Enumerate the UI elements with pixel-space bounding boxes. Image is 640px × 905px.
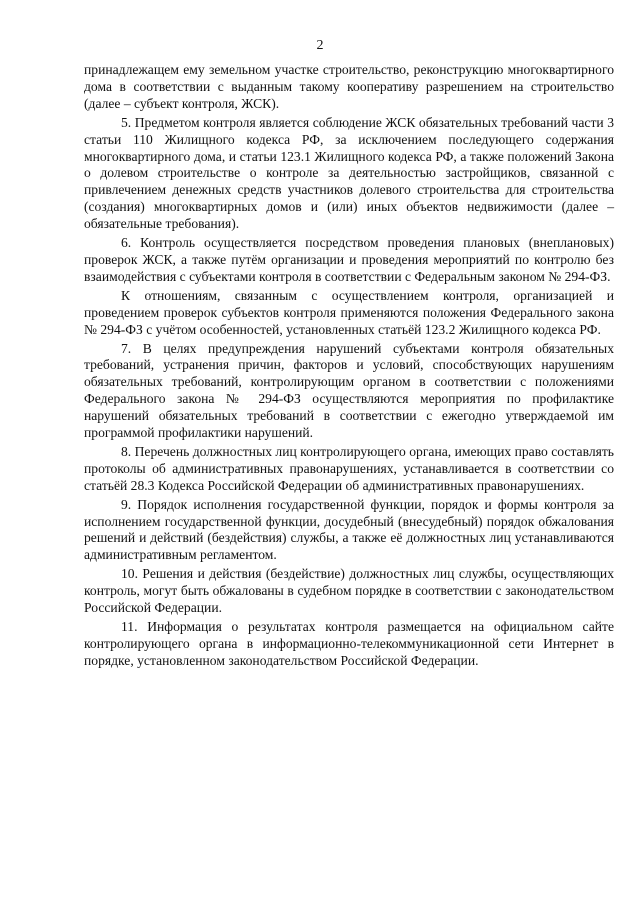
page-number: 2 bbox=[316, 38, 324, 53]
paragraph-7: 7. В целях предупреждения нарушений субъектами контроля обязательных требований, устранения причин, факторов и условий, способствующих нарушениям обязательных требований, контролирующим органом в соответствии с положениями Федерального закона № 294-ФЗ осуществляются мероприятия по профилактике нарушений обязательных требований в соответствии с ежегодно утверждаемой им программой профилактики нарушений. bbox=[84, 340, 614, 441]
document-body bbox=[84, 62, 614, 670]
paragraph-9: 9. Порядок исполнения государственной функции, порядок и формы контроля за исполнением государственной функции, досудебный (внесудебный) порядок обжалования решений и действий (бездействия) службы, а также её должностных лиц устанавливаются административным регламентом. bbox=[84, 496, 614, 563]
paragraph-6: 6. Контроль осуществляется посредством проведения плановых (внеплановых) проверок ЖСК, а также путём организации и проведения мероприятий по контролю без взаимодействия с субъектами контроля в соответствии с Федеральным законом № 294-ФЗ. bbox=[84, 235, 614, 284]
paragraph-10: 10. Решения и действия (бездействие) должностных лиц службы, осуществляющих контроль, могут быть обжалованы в судебном порядке в соответствии с законодательством Российской Федерации. bbox=[84, 566, 614, 616]
paragraph-6-relations: К отношениям, связанным с осуществлением контроля, организацией и проведением проверок субъектов контроля применяются положения Федерального закона № 294-ФЗ с учётом особенностей, установленных статьёй 123.2 Жилищного кодекса РФ. bbox=[84, 287, 614, 337]
paragraph-continuation: принадлежащем ему земельном участке строительство, реконструкцию многоквартирного дома в соответствии с выданным такому кооперативу разрешением на строительство (далее – субъект контроля, ЖСК). bbox=[84, 62, 614, 111]
paragraph-11: 11. Информация о результатах контроля размещается на официальном сайте контролирующего органа в информационно-телекоммуникационной сети Интернет в порядке, установленном законодательством Российской Федерации. bbox=[84, 619, 614, 668]
paragraph-5: 5. Предметом контроля является соблюдение ЖСК обязательных требований части 3 статьи 110 Жилищного кодекса РФ, за исключением последующего содержания многоквартирного дома, и статьи 123.1 Жилищного кодекса РФ, а также положений Закона о долевом строительстве о контроле за деятельностью застройщиков, связанной с привлечением денежных средств участников долевого строительства для строительства (создания) многоквартирных домов и (или) иных объектов недвижимости (далее – обязательные требования). bbox=[84, 114, 614, 232]
paragraph-8: 8. Перечень должностных лиц контролирующего органа, имеющих право составлять протоколы об административных правонарушениях, устанавливается в соответствии со статьёй 28.3 Кодекса Российской Федерации об административных правонарушениях. bbox=[84, 443, 614, 493]
